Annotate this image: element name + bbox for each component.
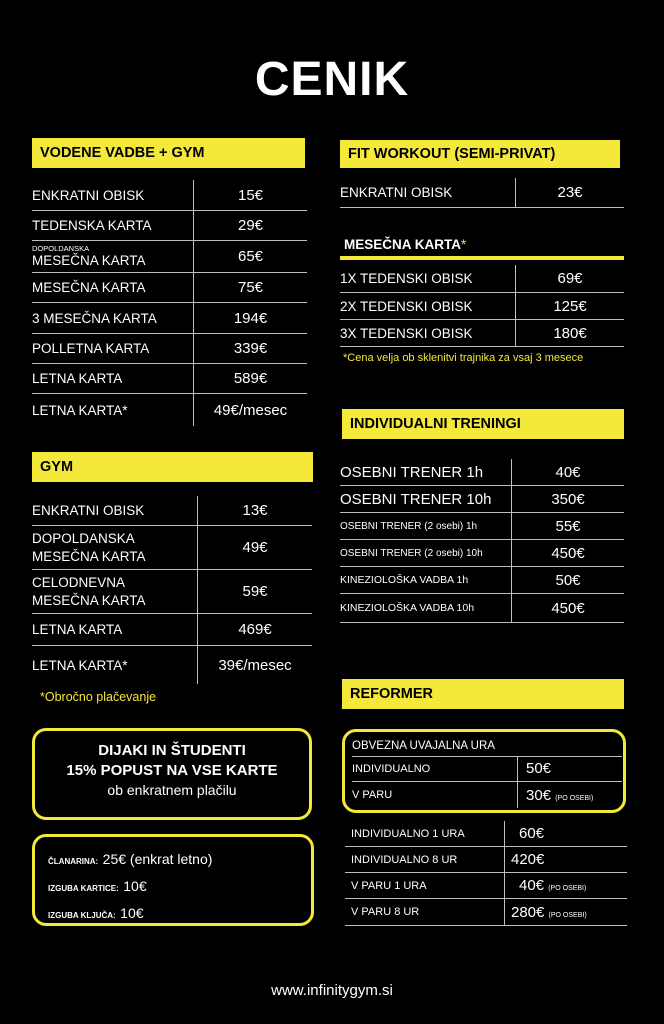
row-label: ENKRATNI OBISK	[340, 185, 453, 200]
students-condition: ob enkratnem plačilu	[107, 782, 237, 798]
fee-value: 10€	[120, 905, 144, 921]
row-price: 29€	[237, 217, 264, 234]
table-row	[32, 303, 307, 334]
row-price: 75€	[237, 279, 264, 296]
table-row	[32, 570, 312, 614]
row-label: OSEBNI TRENER (2 osebi) 1h	[340, 520, 478, 532]
row-price: 39€/mesec	[218, 656, 292, 674]
row-label: ENKRATNI OBISK	[32, 503, 145, 518]
table-row	[32, 273, 307, 303]
website-link[interactable]: www.infinitygym.si	[271, 982, 393, 999]
row-price: 55€	[555, 517, 581, 535]
row-label: CELODNEVNA	[32, 574, 126, 590]
table-row	[340, 513, 624, 540]
gym-note: *Obročno plačevanje	[40, 690, 157, 704]
row-label: POLLETNA KARTA	[32, 341, 150, 356]
reformer-header: REFORMER	[342, 679, 624, 709]
fee-row	[48, 901, 311, 928]
row-label: INDIVIDUALNO	[352, 762, 431, 775]
row-price-suffix: (PO OSEBI)	[548, 911, 587, 919]
row-label: V PARU 8 UR	[351, 906, 420, 918]
row-label: V PARU 1 URA	[351, 879, 427, 892]
vodene-header: VODENE VADBE + GYM	[32, 138, 305, 168]
row-price: 60€	[519, 825, 545, 842]
students-discount: 15% POPUST NA VSE KARTE	[66, 762, 278, 779]
row-label: 3X TEDENSKI OBISK	[340, 325, 473, 341]
row-label: 3 MESEČNA KARTA	[32, 310, 157, 326]
table-row	[345, 873, 627, 899]
row-price: 125€	[553, 297, 587, 315]
row-price: 469€	[238, 621, 272, 638]
table-row	[32, 180, 307, 211]
row-price: 15€	[237, 186, 264, 204]
row-price: 50€	[526, 760, 552, 777]
row-label: V PARU	[352, 789, 393, 801]
row-label: KINEZIOLOŠKA VADBA 10h	[340, 602, 475, 614]
row-label: INDIVIDUALNO 1 URA	[351, 827, 465, 840]
row-label-2: MESEČNA KARTA	[32, 592, 146, 608]
row-price: 420€	[511, 851, 545, 868]
table-row	[32, 646, 312, 684]
fit-monthly-header	[344, 237, 466, 252]
table-row	[340, 265, 624, 293]
row-label: LETNA KARTA	[32, 371, 123, 386]
row-price: 49€	[242, 539, 268, 556]
students-title: DIJAKI IN ŠTUDENTI	[98, 742, 246, 759]
row-label: TEDENSKA KARTA	[32, 218, 152, 233]
table-row	[32, 364, 307, 394]
row-price-suffix: (PO OSEBI)	[548, 885, 587, 892]
table-row	[340, 567, 624, 594]
row-prelabel: DOPOLDANSKA	[32, 244, 90, 253]
fee-label: ČLANARINA:	[48, 857, 99, 866]
fee-row	[48, 874, 311, 901]
row-label: DOPOLDANSKA	[32, 530, 135, 546]
row-price: 23€	[557, 184, 583, 201]
row-price: 339€	[233, 340, 268, 357]
row-price: 194€	[233, 309, 268, 327]
students-box	[32, 728, 312, 820]
fee-row	[48, 847, 311, 874]
table-row	[340, 178, 624, 208]
row-label: LETNA KARTA*	[32, 402, 128, 418]
row-label: 2X TEDENSKI OBISK	[340, 298, 473, 314]
individual-header: INDIVIDUALNI TRENINGI	[342, 409, 624, 439]
row-price: 350€	[551, 490, 585, 508]
row-price: 180€	[553, 324, 587, 342]
table-row	[340, 459, 624, 486]
table-row	[32, 334, 307, 364]
row-price: 30€	[526, 786, 552, 804]
table-row	[345, 847, 627, 873]
row-price: 69€	[557, 270, 583, 287]
table-row	[352, 782, 622, 808]
row-price: 13€	[242, 502, 268, 519]
row-label: ENKRATNI OBISK	[32, 187, 145, 203]
row-price: 450€	[551, 544, 585, 562]
row-label: OSEBNI TRENER 1h	[340, 463, 484, 481]
gym-header: GYM	[32, 452, 313, 482]
table-row	[340, 486, 624, 513]
table-row	[32, 526, 312, 570]
fit-monthly-star: *	[461, 237, 467, 252]
row-price: 50€	[555, 571, 581, 589]
row-price: 589€	[233, 370, 268, 387]
table-row	[345, 899, 627, 926]
table-row	[32, 394, 307, 426]
fee-label: IZGUBA KLJUČA:	[48, 911, 116, 920]
fee-value: 10€	[123, 878, 147, 894]
row-label: MESEČNA KARTA	[32, 280, 146, 295]
row-price: 59€	[242, 583, 268, 600]
row-label: INDIVIDUALNO 8 UR	[351, 853, 458, 866]
table-row	[352, 756, 622, 782]
row-label: LETNA KARTA	[32, 622, 123, 637]
table-row	[32, 496, 312, 526]
row-label: MESEČNA KARTA	[32, 253, 146, 268]
table-row	[345, 821, 627, 847]
page-title: CENIK	[254, 53, 410, 106]
reformer-intro-title: OBVEZNA UVAJALNA URA	[352, 736, 622, 757]
row-price: 65€	[237, 248, 264, 265]
table-row	[340, 320, 624, 347]
row-label: LETNA KARTA*	[32, 657, 128, 673]
row-price-suffix: (PO OSEBI)	[555, 794, 594, 802]
table-row	[32, 614, 312, 646]
row-label: KINEZIOLOŠKA VADBA 1h	[340, 574, 469, 586]
table-row	[340, 540, 624, 567]
row-price: 450€	[551, 599, 585, 617]
row-label: OSEBNI TRENER 10h	[340, 490, 492, 508]
fit-monthly-underline	[340, 256, 624, 260]
row-price: 40€	[519, 877, 545, 894]
row-price: 280€	[511, 903, 545, 921]
table-row	[32, 211, 307, 241]
fees-box	[32, 834, 314, 926]
table-row	[340, 293, 624, 320]
row-label: 1X TEDENSKI OBISK	[340, 271, 473, 286]
table-row	[32, 241, 307, 273]
row-price: 40€	[555, 463, 581, 481]
row-label: OSEBNI TRENER (2 osebi) 10h	[340, 547, 483, 559]
fee-label: IZGUBA KARTICE:	[48, 884, 119, 893]
reformer-intro-box	[342, 729, 626, 813]
fee-value: 25€ (enkrat letno)	[102, 851, 213, 867]
fit-monthly-label: MESEČNA KARTA	[344, 237, 461, 252]
fit-note: *Cena velja ob sklenitvi trajnika za vsaj 3 mesece	[343, 352, 584, 364]
table-row	[340, 594, 624, 623]
fit-header: FIT WORKOUT (SEMI-PRIVAT)	[340, 140, 620, 168]
row-label-2: MESEČNA KARTA	[32, 548, 146, 564]
row-price: 49€/mesec	[213, 401, 288, 419]
